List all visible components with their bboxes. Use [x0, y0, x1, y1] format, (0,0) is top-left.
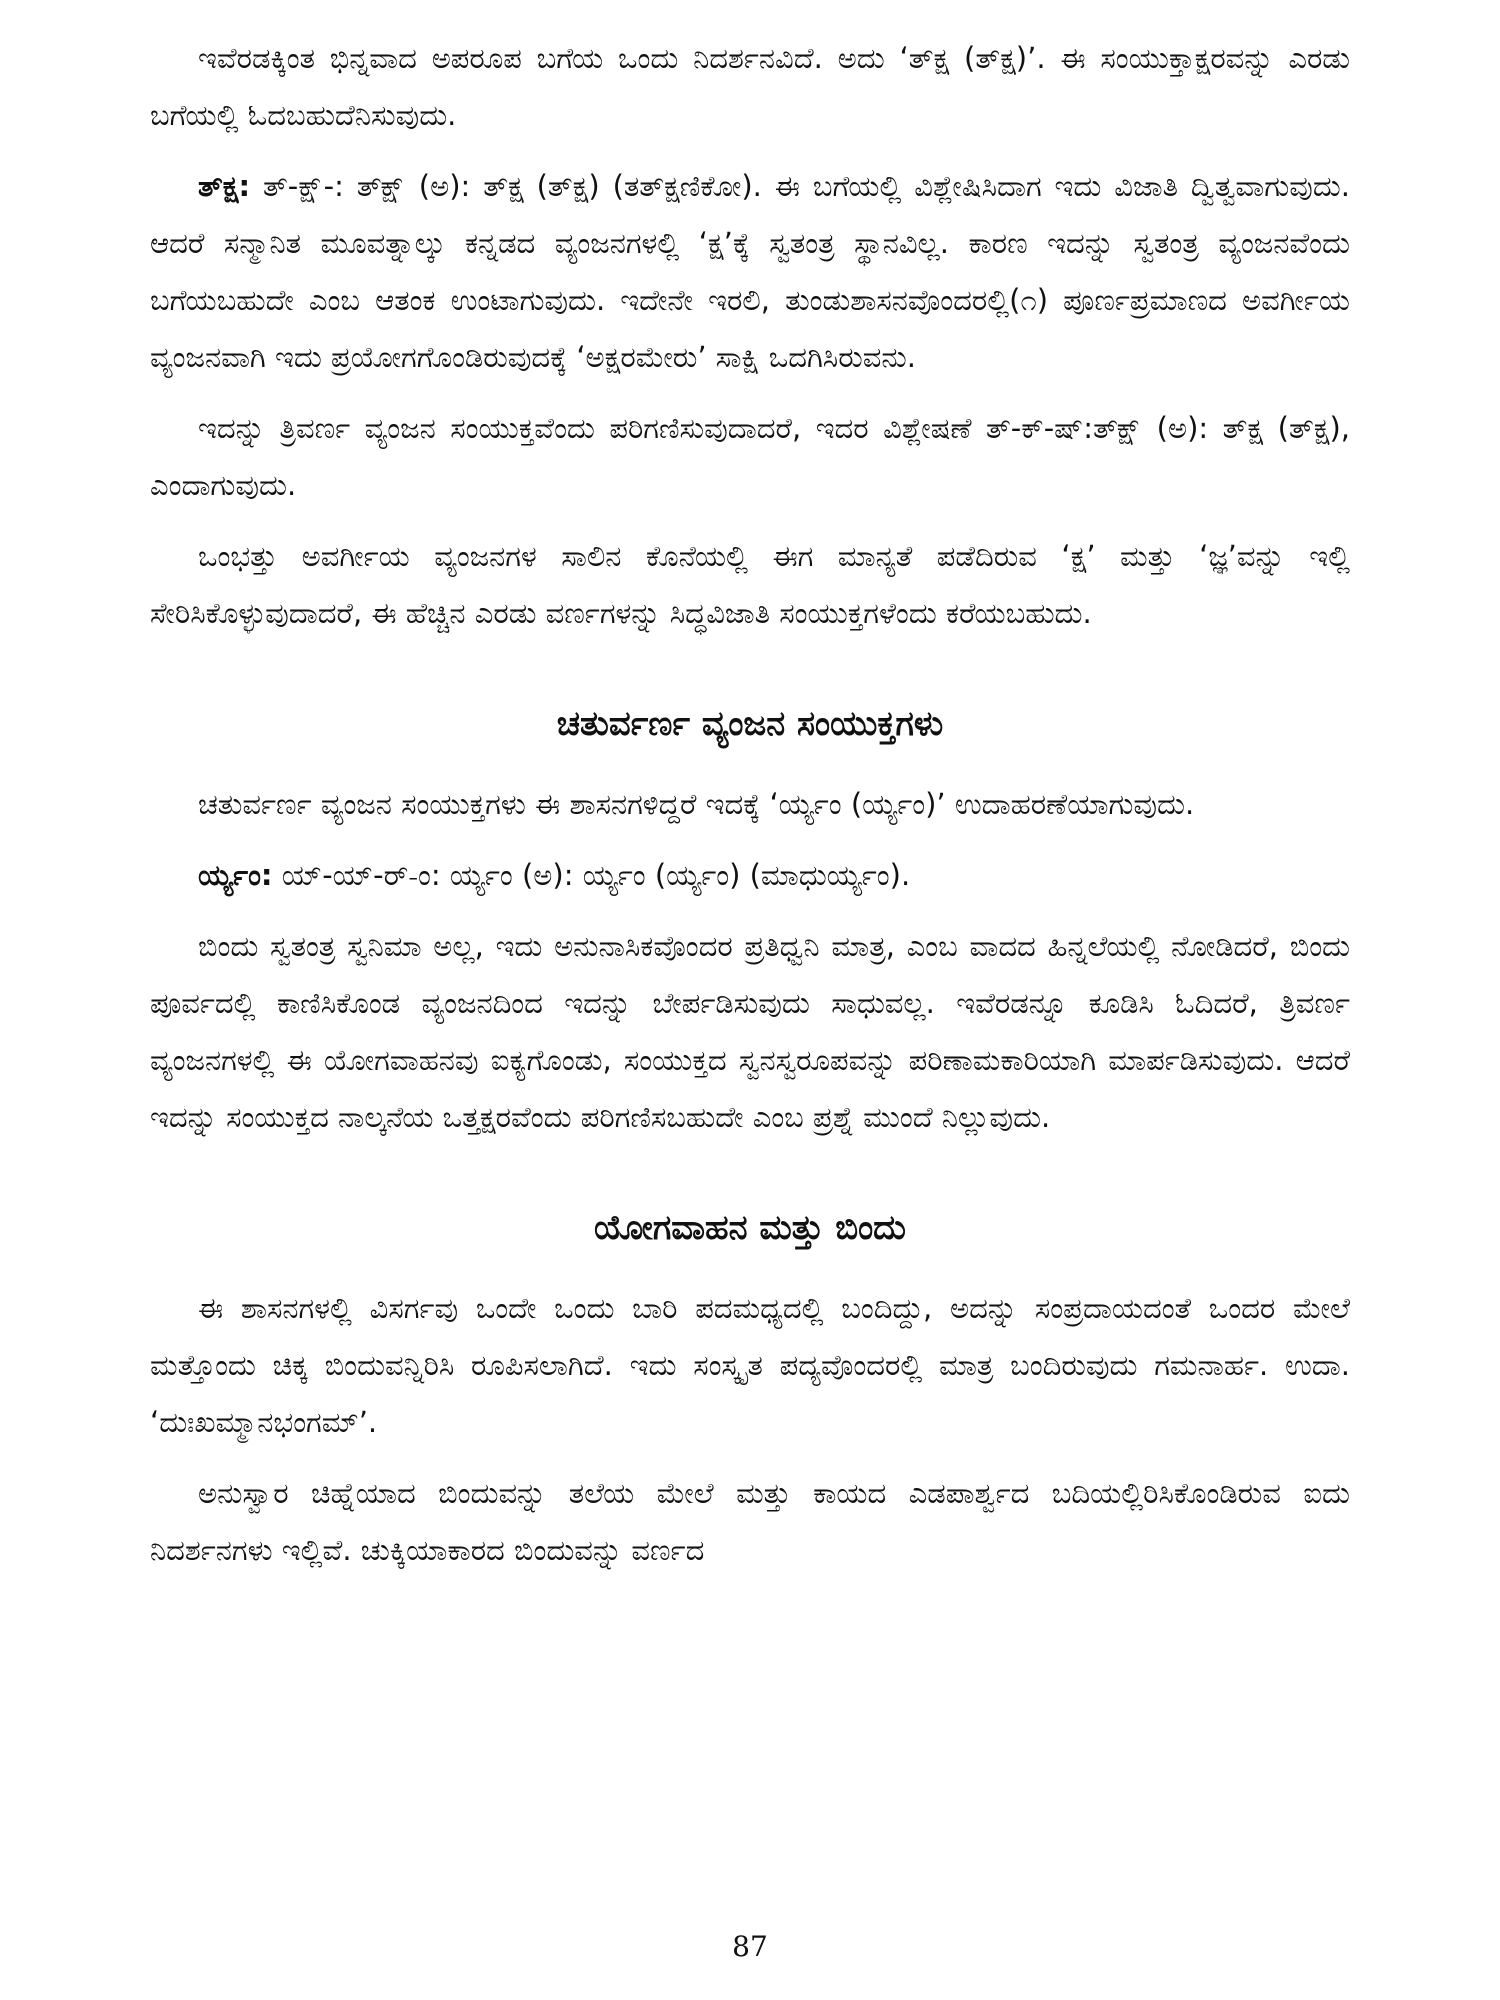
- paragraph-chaturvarna-intro: ಚತುರ್ವರ್ಣ ವ್ಯಂಜನ ಸಂಯುಕ್ತಗಳು ಈ ಶಾಸನಗಳಿದ್ದರೆ ಇದಕ್ಕೆ ‘ರ್ಯ್ಯಂ (ರ್ಯ್ಯಂ)’ ಉದಾಹರಣೆಯಾಗುವುದು.: [198, 787, 1195, 821]
- paragraph-rare-conjunct: ಇವೆರಡಕ್ಕಿಂತ ಭಿನ್ನವಾದ ಅಪರೂಪ ಬಗೆಯ ಒಂದು ನಿದರ್ಶನವಿದೆ. ಅದು ‘ತ್ಕ್ಷ (ತ್ಕ್ಷ)’. ಈ ಸಂಯುಕ್ತಾಕ್ಷರವನ್ನು ಎರಡು ಬಗೆಯಲ್ಲಿ ಓದಬಹುದೆನಿಸುವುದು.: [150, 41, 1350, 132]
- page-number: 87: [732, 1930, 768, 1963]
- paragraph-avargiya: ಒಂಭತ್ತು ಅವರ್ಗೀಯ ವ್ಯಂಜನಗಳ ಸಾಲಿನ ಕೊನೆಯಲ್ಲಿ ಈಗ ಮಾನ್ಯತೆ ಪಡೆದಿರುವ ‘ಕ್ಷ’ ಮತ್ತು ‘ಜ್ಞ’ವನ್ನು ಇಲ್ಲಿ ಸೇರಿಸಿಕೊಳ್ಳುವುದಾದರೆ, ಈ ಹೆಚ್ಚಿನ ಎರಡು ವರ್ಣಗಳನ್ನು ಸಿದ್ಧವಿಜಾತಿ ಸಂಯುಕ್ತಗಳೆಂದು ಕರೆಯಬಹುದು.: [150, 539, 1350, 630]
- term-tksha: ತ್ಕ್ಷ:: [198, 169, 251, 203]
- paragraph-anusvara: ಅನುಸ್ವಾರ ಚಿಹ್ನೆಯಾದ ಬಿಂದುವನ್ನು ತಲೆಯ ಮೇಲೆ ಮತ್ತು ಕಾಯದ ಎಡಪಾರ್ಶ್ವದ ಬದಿಯಲ್ಲಿರಿಸಿಕೊಂಡಿರುವ ಐದು ನಿದರ್ಶನಗಳು ಇಲ್ಲಿವೆ. ಚುಕ್ಕಿಯಾಕಾರದ ಬಿಂದುವನ್ನು ವರ್ಣದ: [150, 1476, 1350, 1567]
- paragraph-ryyam-text: ಯ್-ಯ್-ರ್-ಂ: ರ್ಯ್ಯಂ (ಅ): ರ್ಯ್ಯಂ (ರ್ಯ್ಯಂ) (ಮಾಧುರ್ಯ್ಯಂ).: [272, 858, 911, 892]
- paragraph-tksha-analysis: [150, 158, 1350, 386]
- paragraph-visarga: ಈ ಶಾಸನಗಳಲ್ಲಿ ವಿಸರ್ಗವು ಒಂದೇ ಒಂದು ಬಾರಿ ಪದಮಧ್ಯದಲ್ಲಿ ಬಂದಿದ್ದು, ಅದನ್ನು ಸಂಪ್ರದಾಯದಂತೆ ಒಂದರ ಮೇಲೆ ಮತ್ತೊಂದು ಚಿಕ್ಕ ಬಿಂದುವನ್ನಿರಿಸಿ ರೂಪಿಸಲಾಗಿದೆ. ಇದು ಸಂಸ್ಕೃತ ಪದ್ಯವೊಂದರಲ್ಲಿ ಮಾತ್ರ ಬಂದಿರುವುದು ಗಮನಾರ್ಹ. ಉದಾ. ‘ದುಃಖಮ್ಮಾನಭಂಗಮ್’.: [150, 1291, 1350, 1439]
- paragraph-bindu-discussion: ಬಿಂದು ಸ್ವತಂತ್ರ ಸ್ವನಿಮಾ ಅಲ್ಲ, ಇದು ಅನುನಾಸಿಕವೊಂದರ ಪ್ರತಿಧ್ವನಿ ಮಾತ್ರ, ಎಂಬ ವಾದದ ಹಿನ್ನಲೆಯಲ್ಲಿ ನೋಡಿದರೆ, ಬಿಂದು ಪೂರ್ವದಲ್ಲಿ ಕಾಣಿಸಿಕೊಂಡ ವ್ಯಂಜನದಿಂದ ಇದನ್ನು ಬೇರ್ಪಡಿಸುವುದು ಸಾಧುವಲ್ಲ. ಇವೆರಡನ್ನೂ ಕೂಡಿಸಿ ಓದಿದರೆ, ತ್ರಿವರ್ಣ ವ್ಯಂಜನಗಳಲ್ಲಿ ಈ ಯೋಗವಾಹನವು ಐಕ್ಯಗೊಂಡು, ಸಂಯುಕ್ತದ ಸ್ವನಸ್ವರೂಪವನ್ನು ಪರಿಣಾಮಕಾರಿಯಾಗಿ ಮಾರ್ಪಡಿಸುವುದು. ಆದರೆ ಇದನ್ನು ಸಂಯುಕ್ತದ ನಾಲ್ಕನೆಯ ಒತ್ತಕ್ಷರವೆಂದು ಪರಿಗಣಿಸಬಹುದೇ ಎಂಬ ಪ್ರಶ್ನೆ ಮುಂದೆ ನಿಲ್ಲುವುದು.: [150, 929, 1350, 1134]
- section-heading-chaturvarna: ಚತುರ್ವರ್ಣ ವ್ಯಂಜನ ಸಂಯುಕ್ತಗಳು: [556, 704, 944, 744]
- term-ryyam: ರ್ಯ್ಯಂ:: [198, 858, 273, 892]
- paragraph-ryyam-analysis: [150, 847, 1350, 904]
- section-heading-yogavahana: ಯೋಗವಾಹನ ಮತ್ತು ಬಿಂದು: [594, 1208, 906, 1248]
- paragraph-tksha-text: ತ್-ಕ್ಷ್-: ತ್ಕ್ಷ್ (ಅ): ತ್ಕ್ಷ (ತ್ಕ್ಷ) (ತತ್ಕ್ಷಣಿಕೋ). ಈ ಬಗೆಯಲ್ಲಿ ವಿಶ್ಲೇಷಿಸಿದಾಗ ಇದು ವಿಜಾತಿ ದ್ವಿತ್ವವಾಗುವುದು. ಆದರೆ ಸನ್ಮಾನಿತ ಮೂವತ್ನಾಲ್ಕು ಕನ್ನಡದ ವ್ಯಂಜನಗಳಲ್ಲಿ ‘ಕ್ಷ’ಕ್ಕೆ ಸ್ವತಂತ್ರ ಸ್ಥಾನವಿಲ್ಲ. ಕಾರಣ ಇದನ್ನು ಸ್ವತಂತ್ರ ವ್ಯಂಜನವೆಂದು ಬಗೆಯಬಹುದೇ ಎಂಬ ಆತಂಕ ಉಂಟಾಗುವುದು. ಇದೇನೇ ಇರಲಿ, ತುಂಡುಶಾಸನವೊಂದರಲ್ಲಿ(೧) ಪೂರ್ಣಪ್ರಮಾಣದ ಅವರ್ಗೀಯ ವ್ಯಂಜನವಾಗಿ ಇದು ಪ್ರಯೋಗಗೊಂಡಿರುವುದಕ್ಕೆ ‘ಅಕ್ಷರಮೇರು’ ಸಾಕ್ಷಿ ಒದಗಿಸಿರುವನು.: [150, 169, 1350, 374]
- paragraph-trivarna: ಇದನ್ನು ತ್ರಿವರ್ಣ ವ್ಯಂಜನ ಸಂಯುಕ್ತವೆಂದು ಪರಿಗಣಿಸುವುದಾದರೆ, ಇದರ ವಿಶ್ಲೇಷಣೆ ತ್-ಕ್-ಷ್:ತ್ಕ್ಷ್ (ಅ): ತ್ಕ್ಷ (ತ್ಕ್ಷ), ಎಂದಾಗುವುದು.: [150, 411, 1350, 502]
- page-body: [150, 30, 1350, 1593]
